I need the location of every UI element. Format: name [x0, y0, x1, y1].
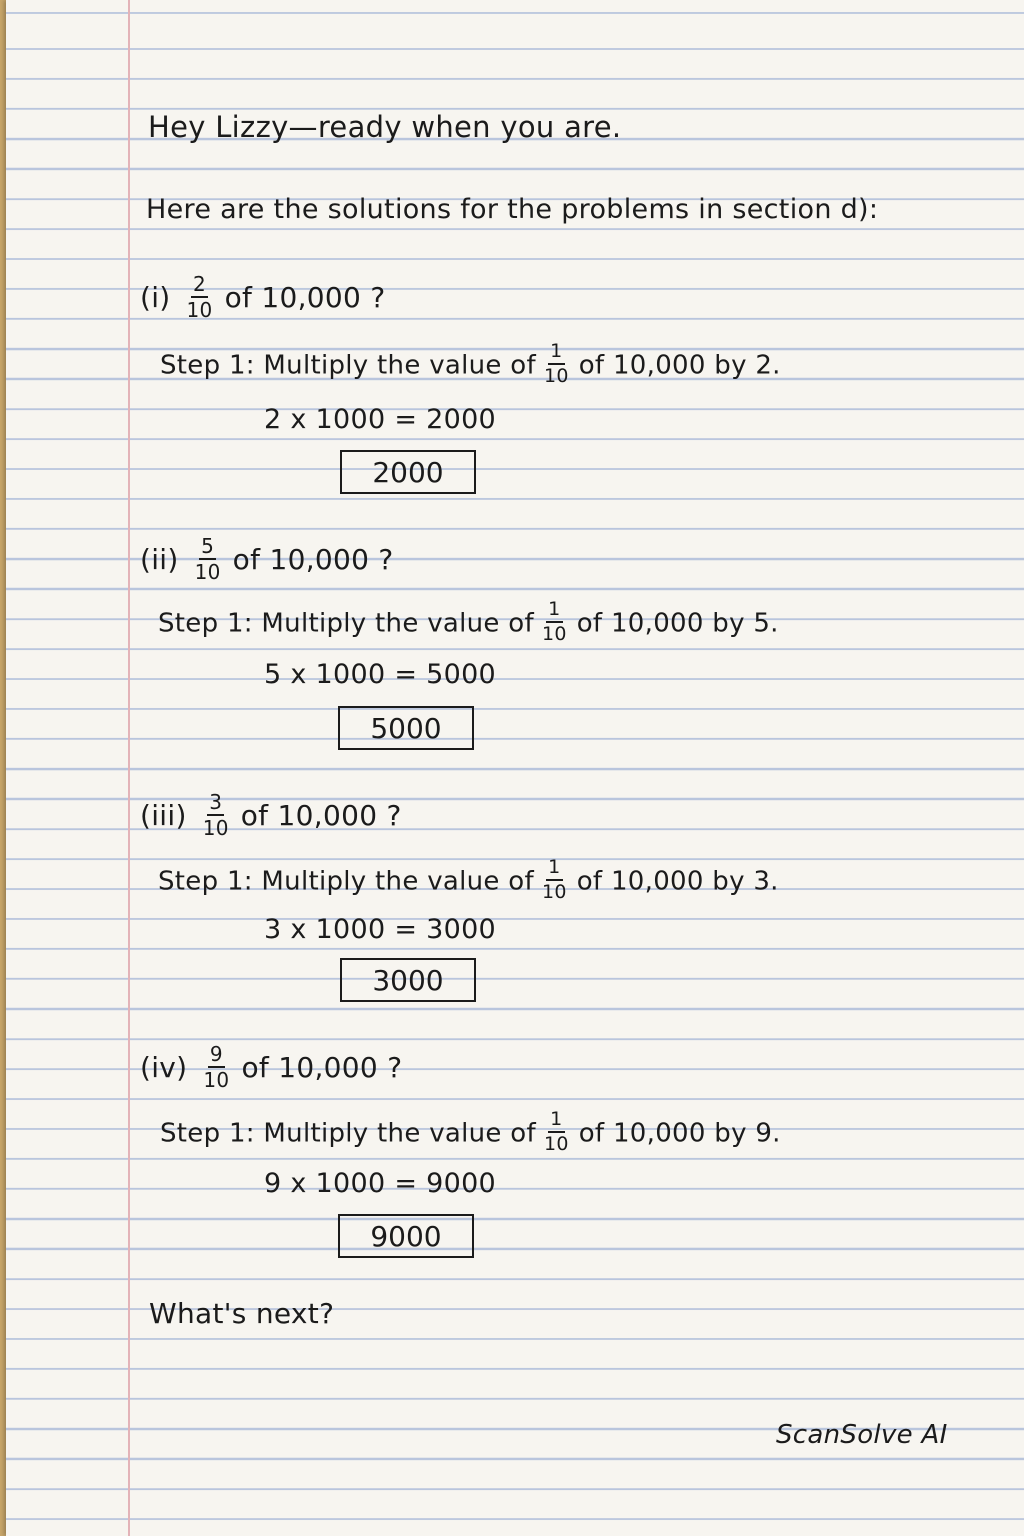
problem-question — [140, 272, 386, 322]
equation: 5 x 1000 = 5000 — [264, 659, 497, 690]
greeting: Hey Lizzy—ready when you are. — [148, 110, 622, 144]
intro-text: Here are the solutions for the problems in section d): — [146, 194, 879, 225]
question-suffix: of 10,000 ? — [240, 799, 402, 832]
step-line — [158, 856, 779, 904]
fraction-numerator: 1 — [546, 600, 562, 623]
problem-label: (iv) — [140, 1051, 188, 1084]
step-line — [160, 340, 781, 388]
problem-fraction — [203, 792, 229, 838]
problem-question — [140, 790, 402, 840]
step-suffix: of 10,000 by 5. — [576, 608, 779, 639]
question-suffix: of 10,000 ? — [232, 543, 394, 576]
equation: 3 x 1000 = 3000 — [264, 914, 497, 945]
question-suffix: of 10,000 ? — [224, 281, 386, 314]
fraction-denominator: 10 — [186, 298, 213, 322]
margin-line — [128, 0, 130, 1536]
problem-fraction — [187, 274, 213, 320]
answer-box: 5000 — [338, 706, 474, 750]
fraction-numerator: 1 — [548, 1110, 564, 1133]
step-line — [160, 1108, 781, 1156]
problem-fraction — [195, 536, 221, 582]
answer-box: 2000 — [340, 450, 476, 494]
problem-question — [140, 534, 394, 584]
fraction-denominator: 10 — [202, 816, 229, 840]
fraction-numerator: 2 — [193, 272, 207, 296]
fraction-numerator: 1 — [546, 858, 562, 881]
notebook-page — [6, 0, 1024, 1536]
step-fraction — [542, 600, 567, 644]
answer-box: 3000 — [340, 958, 476, 1002]
closing-question: What's next? — [149, 1297, 335, 1330]
equation: 9 x 1000 = 9000 — [264, 1168, 497, 1199]
fraction-denominator: 10 — [543, 365, 569, 387]
fraction-numerator: 1 — [548, 342, 564, 365]
problem-question — [140, 1042, 403, 1092]
step-prefix: Step 1: Multiply the value of — [160, 1118, 536, 1149]
step-prefix: Step 1: Multiply the value of — [158, 866, 534, 897]
fraction-denominator: 10 — [543, 1133, 569, 1155]
fraction-denominator: 10 — [203, 1068, 230, 1092]
fraction-numerator: 9 — [209, 1042, 223, 1066]
step-fraction — [542, 858, 567, 902]
step-suffix: of 10,000 by 9. — [578, 1118, 781, 1149]
problem-label: (iii) — [140, 799, 187, 832]
step-suffix: of 10,000 by 2. — [578, 350, 781, 381]
step-prefix: Step 1: Multiply the value of — [158, 608, 534, 639]
step-fraction — [544, 342, 569, 386]
step-fraction — [544, 1110, 569, 1154]
step-line — [158, 598, 779, 646]
problem-label: (i) — [140, 281, 171, 314]
signature: ScanSolve AI — [776, 1420, 948, 1450]
step-suffix: of 10,000 by 3. — [576, 866, 779, 897]
equation: 2 x 1000 = 2000 — [264, 404, 497, 435]
problem-label: (ii) — [140, 543, 179, 576]
fraction-denominator: 10 — [541, 881, 567, 903]
step-prefix: Step 1: Multiply the value of — [160, 350, 536, 381]
fraction-numerator: 5 — [201, 534, 215, 558]
problem-fraction — [203, 1044, 229, 1090]
fraction-denominator: 10 — [541, 623, 567, 645]
question-suffix: of 10,000 ? — [241, 1051, 403, 1084]
answer-box: 9000 — [338, 1214, 474, 1258]
fraction-numerator: 3 — [209, 790, 223, 814]
fraction-denominator: 10 — [194, 560, 221, 584]
